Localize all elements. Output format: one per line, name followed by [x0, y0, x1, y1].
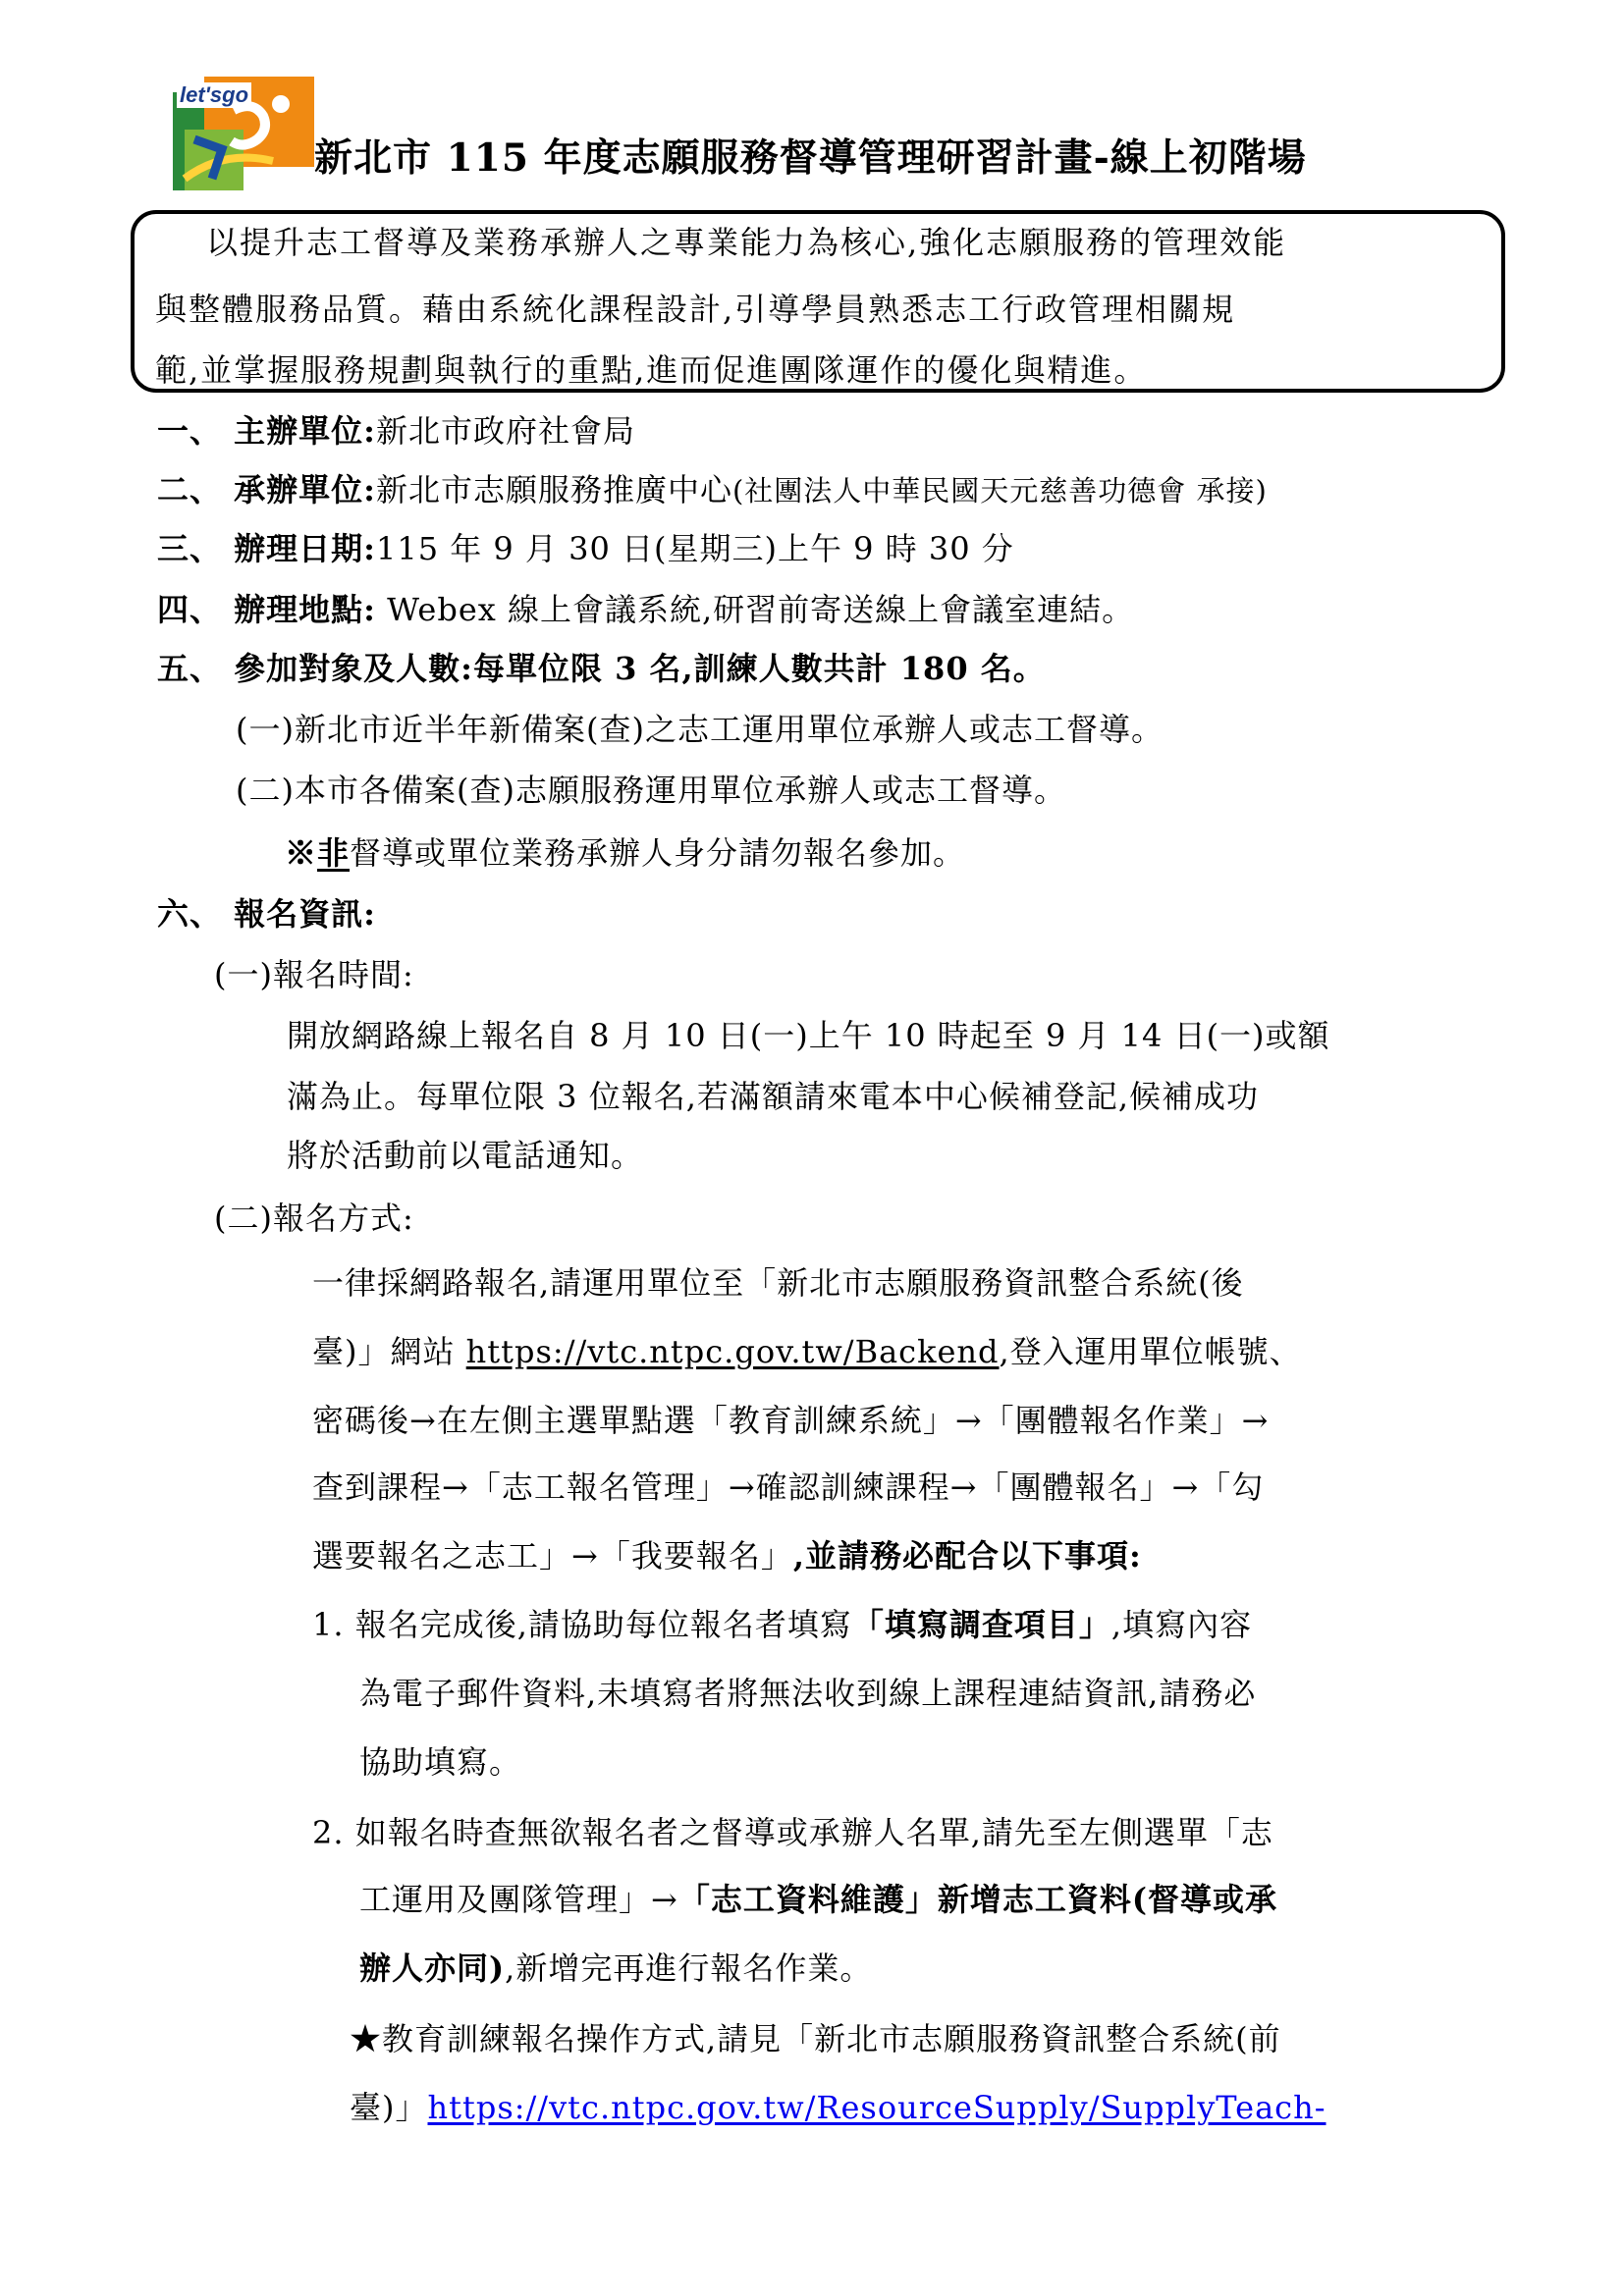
- note-rest: 督導或單位業務承辦人身分請勿報名參加。: [350, 834, 966, 872]
- step-2-line-3-b: ,新增完再進行報名作業。: [505, 1949, 873, 1987]
- star-line-2: [350, 2083, 1326, 2128]
- coorganizer-row: [157, 465, 1268, 510]
- intro-line-2: 與整體服務品質。藉由系統化課程設計,引導學員熟悉志工行政管理相關規: [155, 291, 1236, 328]
- target-note: [285, 828, 965, 874]
- step-1-a: 1. 報名完成後,請協助每位報名者填寫: [312, 1606, 852, 1643]
- method-line-1: 一律採網路報名,請運用單位至「新北市志願服務資訊整合系統(後: [312, 1264, 1244, 1302]
- step-1-b: 「填寫調查項目」: [851, 1606, 1111, 1643]
- letsgo-logo: [165, 71, 322, 198]
- method-line-2-a: 臺)」網站: [312, 1333, 466, 1370]
- method-line-5: [312, 1531, 1142, 1576]
- backend-link[interactable]: https://vtc.ntpc.gov.tw/Backend: [465, 1333, 1000, 1370]
- note-mark: ※: [285, 834, 318, 872]
- registration-time-line-3: 將於活動前以電話通知。: [287, 1137, 644, 1174]
- target-sub-1: (一)新北市近半年新備案(查)之志工運用單位承辦人或志工督導。: [236, 711, 1164, 748]
- step-2-line-3: [359, 1944, 872, 1989]
- target-sub-2: (二)本市各備案(查)志願服務運用單位承辦人或志工督導。: [236, 772, 1066, 809]
- method-line-5-a: 選要報名之志工」→「我要報名」: [312, 1537, 793, 1575]
- venue-row: [157, 585, 1134, 630]
- registration-label: 六、 報名資訊:: [157, 895, 376, 933]
- method-line-2-b: ,登入運用單位帳號、: [999, 1333, 1302, 1370]
- organizer-row: [157, 406, 635, 452]
- intro-line-1: 以提升志工督導及業務承辦人之專業能力為核心,強化志願服務的管理效能: [206, 224, 1287, 261]
- step-2-line-2-b: 「志工資料維護」新增志工資料(督導或承: [677, 1881, 1277, 1918]
- step-1-line-2: 為電子郵件資料,未填寫者將無法收到線上課程連結資訊,請務必: [359, 1675, 1257, 1712]
- date-value: 115 年 9 月 30 日(星期三)上午 9 時 30 分: [375, 530, 1014, 567]
- intro-line-3: 範,並掌握服務規劃與執行的重點,進而促進團隊運作的優化與精進。: [155, 351, 1148, 389]
- registration-time-line-2: 滿為止。每單位限 3 位報名,若滿額請來電本中心候補登記,候補成功: [287, 1078, 1260, 1115]
- registration-time-label: (一)報名時間:: [214, 956, 414, 993]
- step-1-c: ,填寫內容: [1110, 1606, 1253, 1643]
- step-1-line-3: 協助填寫。: [359, 1743, 522, 1781]
- coorganizer-note: (社團法人中華民國天元慈善功德會 承接): [731, 474, 1268, 507]
- supply-teach-link[interactable]: https://vtc.ntpc.gov.tw/ResourceSupply/SupplyTeach-: [427, 2089, 1326, 2126]
- target-label: 五、 參加對象及人數:每單位限 3 名,訓練人數共計 180 名。: [157, 650, 1046, 687]
- venue-value: Webex 線上會議系統,研習前寄送線上會議室連結。: [375, 591, 1135, 628]
- method-line-3: 密碼後→在左側主選單點選「教育訓練系統」→「團體報名作業」→: [312, 1402, 1270, 1439]
- method-line-4: 查到課程→「志工報名管理」→確認訓練課程→「團體報名」→「勾: [312, 1468, 1265, 1506]
- date-row: [157, 524, 1014, 569]
- star-line-1: ★教育訓練報名操作方式,請見「新北市志願服務資訊整合系統(前: [350, 2020, 1281, 2057]
- method-line-5-b: ,並請務必配合以下事項:: [792, 1537, 1142, 1575]
- venue-label: 四、 辦理地點:: [157, 591, 376, 628]
- coorganizer-value: 新北市志願服務推廣中心: [375, 471, 732, 508]
- registration-method-label: (二)報名方式:: [214, 1200, 414, 1237]
- page-title: 新北市 115 年度志願服務督導管理研習計畫-線上初階場: [314, 135, 1307, 181]
- date-label: 三、 辦理日期:: [157, 530, 376, 567]
- registration-time-line-1: 開放網路線上報名自 8 月 10 日(一)上午 10 時起至 9 月 14 日(一)或額: [287, 1017, 1330, 1054]
- step-2-line-2: [359, 1875, 1277, 1920]
- step-2-line-2-a: 工運用及團隊管理」→: [359, 1881, 678, 1918]
- star-line-2-a: 臺)」: [350, 2089, 428, 2126]
- organizer-value: 新北市政府社會局: [375, 412, 635, 450]
- organizer-label: 一、 主辦單位:: [157, 412, 376, 450]
- method-line-2: [312, 1327, 1302, 1372]
- coorganizer-label: 二、 承辦單位:: [157, 471, 376, 508]
- step-2-line-3-a: 辦人亦同): [359, 1949, 506, 1987]
- step-2-line-1: 2. 如報名時查無欲報名者之督導或承辦人名單,請先至左側選單「志: [312, 1814, 1273, 1851]
- note-emphasis: 非: [317, 834, 351, 872]
- step-1-line-1: [312, 1600, 1252, 1645]
- logo-text: let'sgo: [177, 82, 251, 108]
